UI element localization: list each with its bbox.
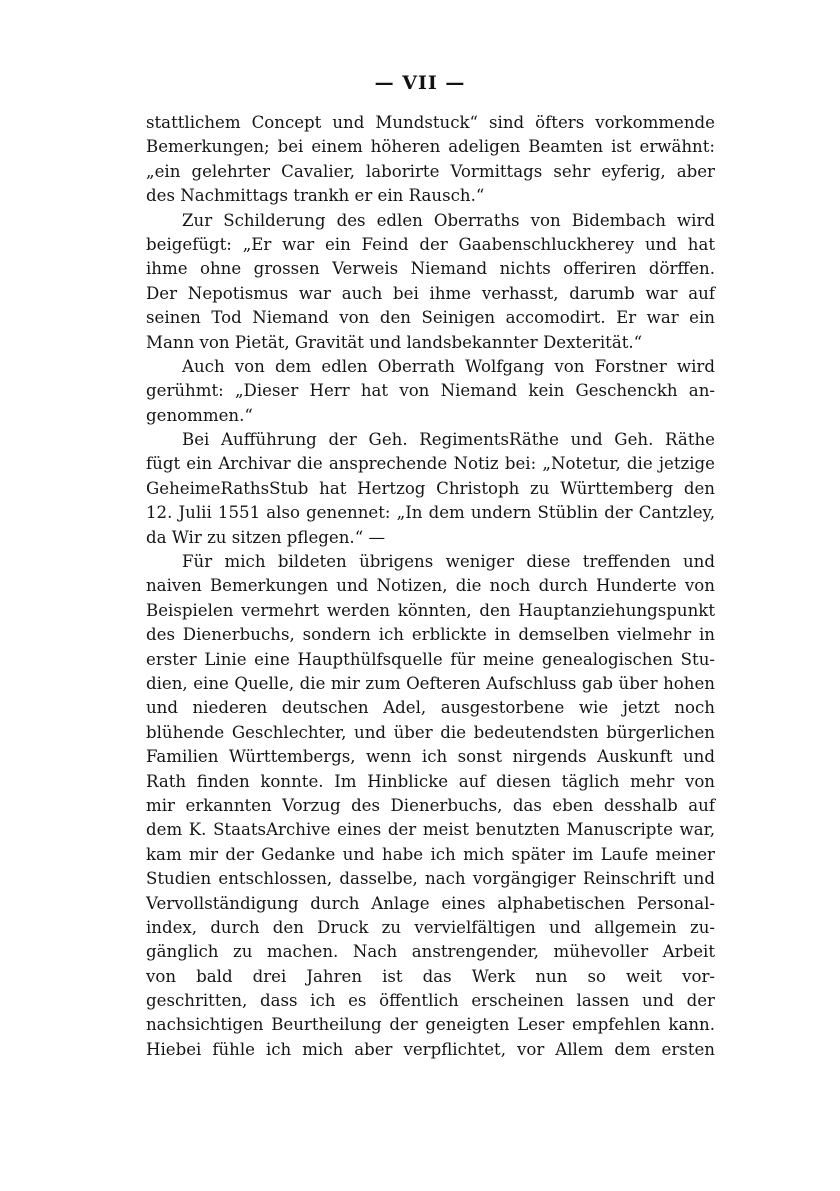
text-line: index, durch den Druck zu vervielfältigen und allgemein zu- bbox=[146, 917, 715, 937]
text-line: Bemerkungen; bei einem höheren adeligen Beamten ist erwähnt: bbox=[146, 137, 715, 157]
text-line: von bald drei Jahren ist das Werk nun so weit vor- bbox=[146, 966, 715, 986]
text-line: stattlichem Concept und Mundstuck“ sind öfters vorkommende bbox=[146, 113, 715, 132]
text-line: Bei Aufführung der Geh. RegimentsRäthe und Geh. Räthe bbox=[182, 430, 715, 450]
text-line: mir erkannten Vorzug des Dienerbuchs, das eben desshalb auf bbox=[146, 795, 715, 815]
text-line: des Nachmittags trankh er ein Rausch.“ bbox=[146, 186, 485, 206]
text-line: erster Linie eine Haupthülfsquelle für meine genealogischen Stu- bbox=[146, 649, 715, 669]
text-line: Der Nepotismus war auch bei ihme verhasst, darumb war auf bbox=[146, 283, 715, 303]
text-line: dem K. StaatsArchive eines der meist benutzten Manuscripte war, bbox=[146, 820, 715, 840]
text-line: fügt ein Archivar die ansprechende Notiz bei: „Notetur, die jetzige bbox=[146, 454, 715, 474]
text-line: ihme ohne grossen Verweis Niemand nichts offeriren dörffen. bbox=[146, 259, 715, 279]
text-line: genommen.“ bbox=[146, 405, 253, 425]
text-line: Auch von dem edlen Oberrath Wolfgang von Forstner wird bbox=[182, 356, 715, 376]
text-line: Hiebei fühle ich mich aber verpflichtet, vor Allem dem ersten bbox=[146, 1039, 715, 1059]
text-line: Mann von Pietät, Gravität und landsbekannter Dexterität.“ bbox=[146, 332, 643, 352]
text-line: geschritten, dass ich es öffentlich erscheinen lassen und der bbox=[146, 991, 715, 1011]
text-line: Für mich bildeten übrigens weniger diese treffenden und bbox=[182, 552, 715, 572]
text-line: des Dienerbuchs, sondern ich erblickte in demselben vielmehr in bbox=[146, 625, 715, 645]
text-line: 12. Julii 1551 also genennet: „In dem undern Stüblin der Cantzley, bbox=[146, 503, 715, 523]
body-text bbox=[146, 111, 715, 1062]
text-line: „ein gelehrter Cavalier, laborirte Vormittags sehr eyferig, aber bbox=[146, 161, 715, 181]
text-line: dien, eine Quelle, die mir zum Oefteren Aufschluss gab über hohen bbox=[146, 673, 715, 693]
text-line: Familien Württembergs, wenn ich sonst nirgends Auskunft und bbox=[146, 747, 715, 767]
text-line: Zur Schilderung des edlen Oberraths von Bidembach wird bbox=[182, 210, 715, 230]
text-line: Vervollständigung durch Anlage eines alphabetischen Personal- bbox=[146, 893, 715, 913]
text-line: und niederen deutschen Adel, ausgestorbene wie jetzt noch bbox=[146, 698, 715, 718]
text-line: Studien entschlossen, dasselbe, nach vorgängiger Reinschrift und bbox=[146, 869, 715, 889]
text-line: GeheimeRathsStub hat Hertzog Christoph zu Württemberg den bbox=[146, 478, 715, 498]
text-line: beigefügt: „Er war ein Feind der Gaabenschluckherey und hat bbox=[146, 234, 715, 254]
text-line: da Wir zu sitzen pflegen.“ — bbox=[146, 527, 386, 547]
text-line: kam mir der Gedanke und habe ich mich später im Laufe meiner bbox=[146, 844, 715, 864]
text-line: blühende Geschlechter, und über die bedeutendsten bürgerlichen bbox=[146, 722, 715, 742]
text-line: gänglich zu machen. Nach anstrengender, mühevoller Arbeit bbox=[146, 942, 715, 962]
text-line: nachsichtigen Beurtheilung der geneigten Leser empfehlen kann. bbox=[146, 1015, 715, 1035]
text-line: gerühmt: „Dieser Herr hat von Niemand kein Geschenckh an- bbox=[146, 381, 715, 401]
text-line: naiven Bemerkungen und Notizen, die noch durch Hunderte von bbox=[146, 576, 715, 596]
text-line: Rath finden konnte. Im Hinblicke auf diesen täglich mehr von bbox=[146, 771, 715, 791]
page-number: — VII — bbox=[374, 72, 466, 94]
text-line: Beispielen vermehrt werden könnten, den Hauptanziehungspunkt bbox=[146, 600, 715, 620]
text-line: seinen Tod Niemand von den Seinigen accomodirt. Er war ein bbox=[146, 308, 715, 328]
